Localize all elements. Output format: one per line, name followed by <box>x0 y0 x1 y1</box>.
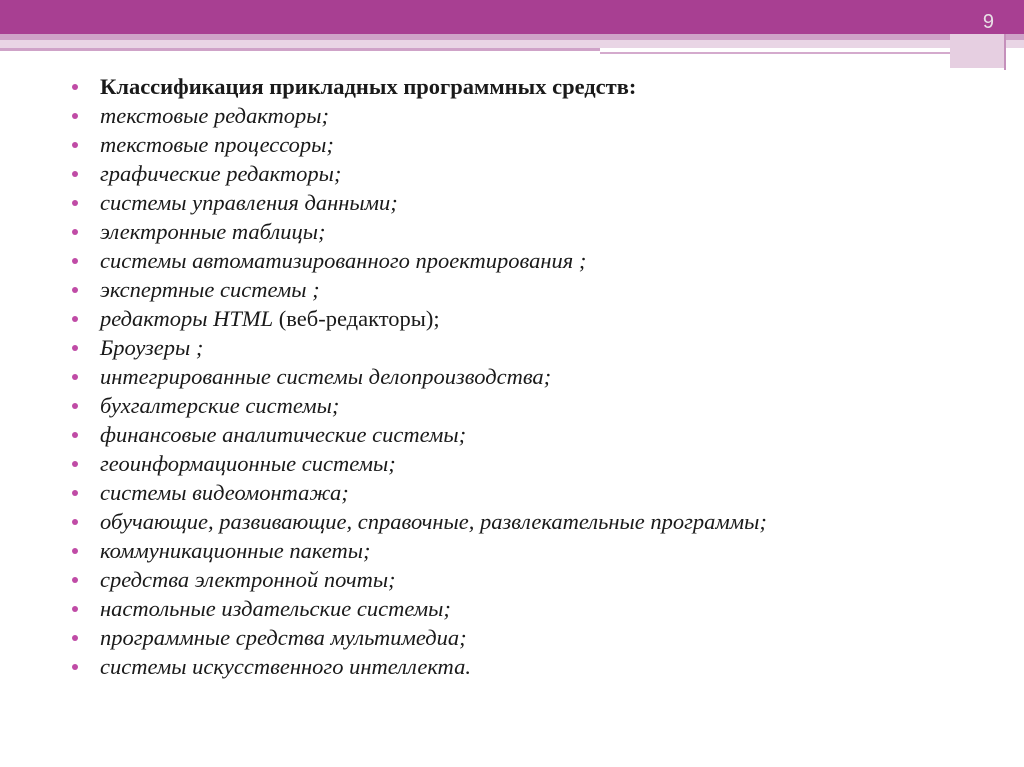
bullet-icon <box>72 84 78 90</box>
list-item-text: текстовые процессоры; <box>100 132 334 157</box>
list-item <box>72 507 972 536</box>
list-item <box>72 652 972 681</box>
list-item <box>72 536 972 565</box>
bullet-icon <box>72 258 78 264</box>
list-item-text: финансовые аналитические системы; <box>100 422 467 447</box>
list-item-text: системы управления данными; <box>100 190 398 215</box>
list-item-text: средства электронной почты; <box>100 567 396 592</box>
list-item <box>72 130 972 159</box>
bullet-icon <box>72 548 78 554</box>
header-line-right <box>600 52 950 54</box>
bullet-icon <box>72 229 78 235</box>
list-item <box>72 159 972 188</box>
list-item <box>72 594 972 623</box>
list-item-text: настольные издательские системы; <box>100 596 451 621</box>
bullet-list <box>72 72 972 681</box>
list-item-text-italic: редакторы HTML <box>100 306 274 331</box>
list-item <box>72 101 972 130</box>
list-item-text: системы автоматизированного проектирования ; <box>100 248 587 273</box>
list-item-text: обучающие, развивающие, справочные, развлекательные программы; <box>100 509 767 534</box>
list-heading <box>72 72 972 101</box>
list-item <box>72 217 972 246</box>
list-item-text: электронные таблицы; <box>100 219 326 244</box>
list-item <box>72 449 972 478</box>
bullet-icon <box>72 606 78 612</box>
bullet-icon <box>72 461 78 467</box>
list-item <box>72 188 972 217</box>
bullet-icon <box>72 171 78 177</box>
bullet-icon <box>72 374 78 380</box>
list-item <box>72 275 972 304</box>
list-item-text: Броузеры ; <box>100 335 204 360</box>
list-item-text: геоинформационные системы; <box>100 451 396 476</box>
header-corner-line <box>1004 34 1006 70</box>
list-item-html-editors <box>72 304 972 333</box>
list-item-text-plain: (веб-редакторы); <box>273 306 440 331</box>
bullet-icon <box>72 577 78 583</box>
list-item <box>72 565 972 594</box>
list-item-text: бухгалтерские системы; <box>100 393 340 418</box>
bullet-icon <box>72 664 78 670</box>
bullet-icon <box>72 316 78 322</box>
list-item-text: текстовые редакторы; <box>100 103 330 128</box>
list-item-text: графические редакторы; <box>100 161 342 186</box>
bullet-icon <box>72 490 78 496</box>
header-corner <box>950 34 1006 68</box>
bullet-icon <box>72 200 78 206</box>
list-item <box>72 246 972 275</box>
bullet-icon <box>72 287 78 293</box>
page-number: 9 <box>982 11 994 33</box>
bullet-icon <box>72 345 78 351</box>
list-item-text: коммуникационные пакеты; <box>100 538 371 563</box>
header-line-left <box>0 48 600 51</box>
header-stripe-light <box>0 40 1024 48</box>
bullet-icon <box>72 113 78 119</box>
list-item <box>72 478 972 507</box>
bullet-icon <box>72 519 78 525</box>
list-item <box>72 420 972 449</box>
bullet-icon <box>72 635 78 641</box>
list-item-text: программные средства мультимедиа; <box>100 625 467 650</box>
list-item-text: системы видеомонтажа; <box>100 480 349 505</box>
header-band <box>0 0 1024 34</box>
list-item <box>72 362 972 391</box>
list-item-text: системы искусственного интеллекта. <box>100 654 471 679</box>
bullet-icon <box>72 432 78 438</box>
list-item-text: экспертные системы ; <box>100 277 320 302</box>
list-item-text: интегрированные системы делопроизводства; <box>100 364 552 389</box>
bullet-icon <box>72 403 78 409</box>
list-item <box>72 391 972 420</box>
bullet-icon <box>72 142 78 148</box>
list-item <box>72 333 972 362</box>
heading-text: Классификация прикладных программных средств: <box>100 74 637 99</box>
list-item <box>72 623 972 652</box>
